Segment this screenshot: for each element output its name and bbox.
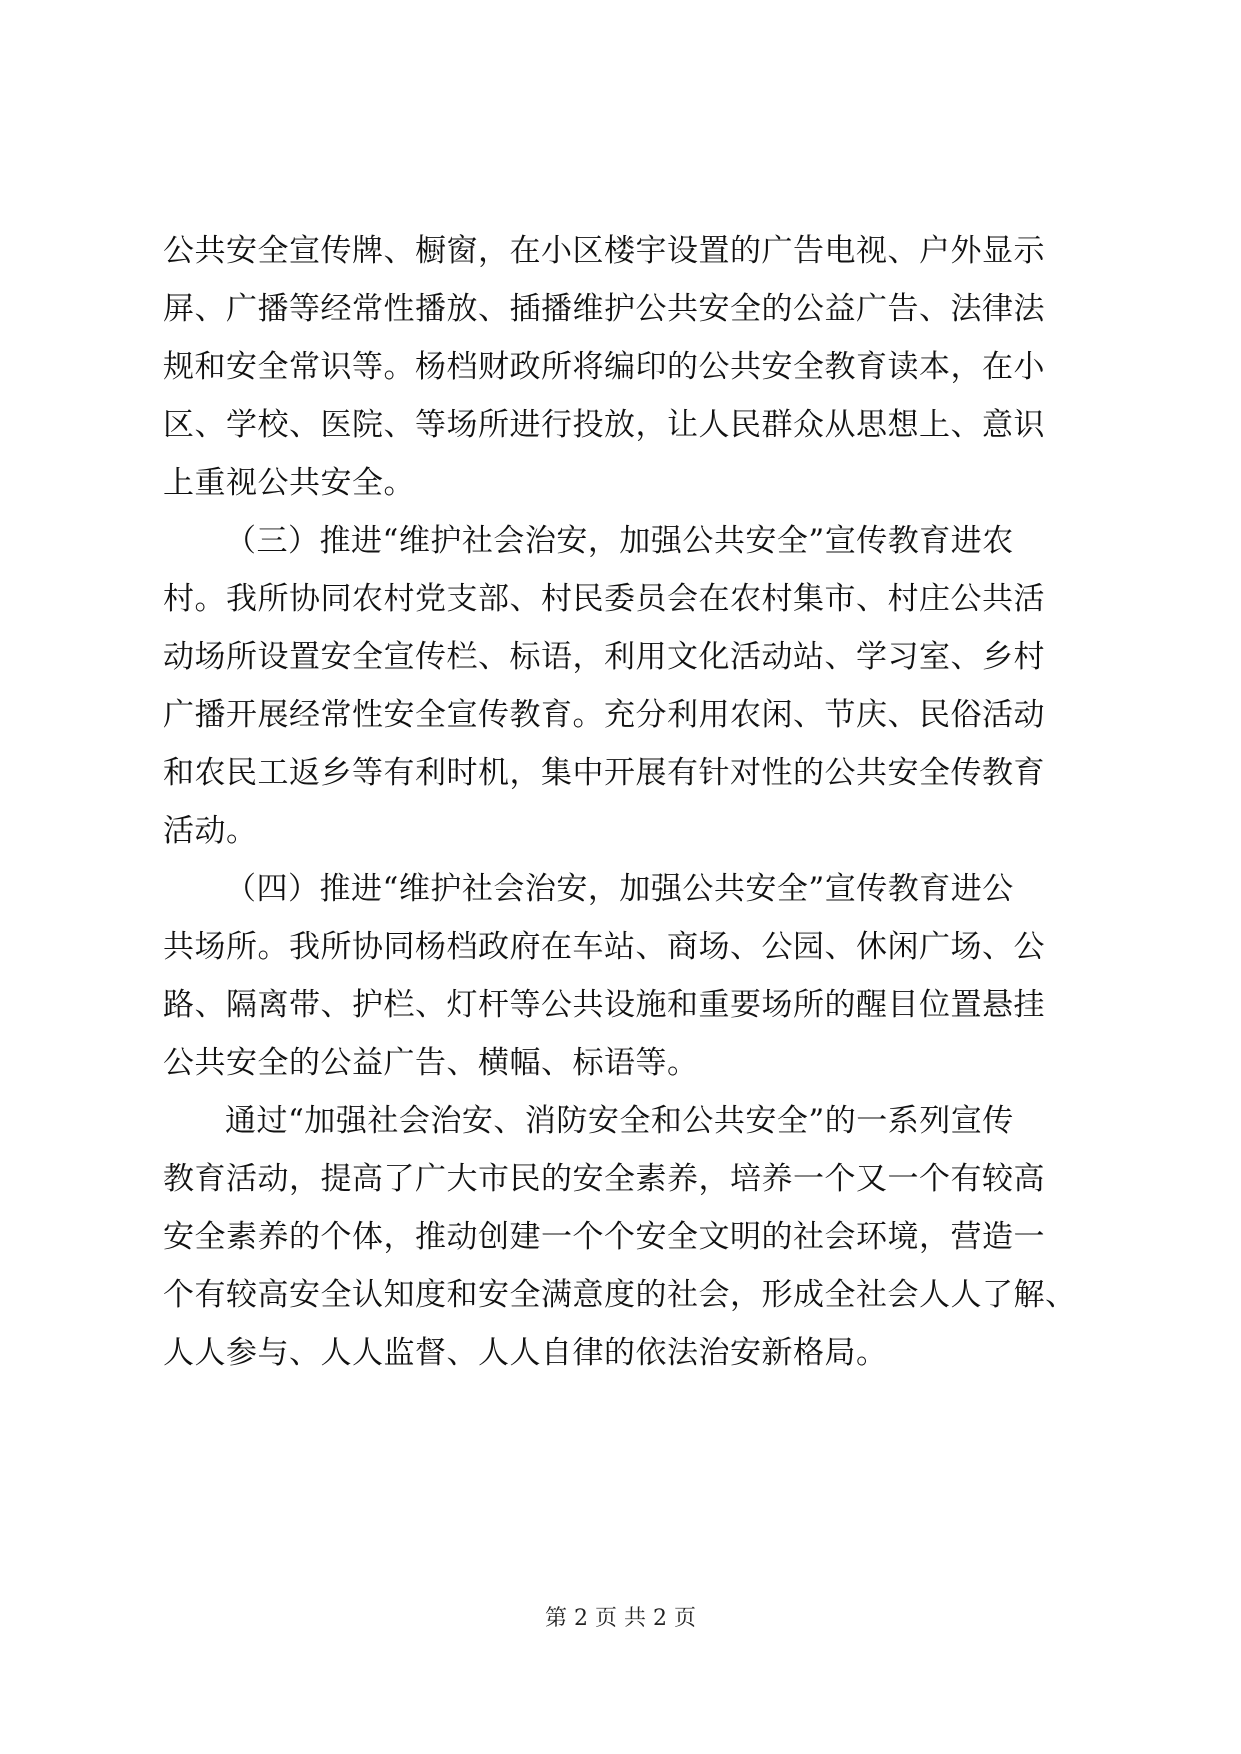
page-number-footer: 第 2 页 共 2 页 — [545, 1606, 696, 1631]
text-line: 动场所设置安全宣传栏、标语，利用文化活动站、学习室、乡村 — [163, 639, 1045, 675]
text-line: 规和安全常识等。杨档财政所将编印的公共安全教育读本，在小 — [163, 349, 1045, 385]
text-line: 路、隔离带、护栏、灯杆等公共设施和重要场所的醒目位置悬挂 — [163, 987, 1045, 1023]
text-line: 人人参与、人人监督、人人自律的依法治安新格局。 — [163, 1335, 888, 1371]
text-line: 共场所。我所协同杨档政府在车站、商场、公园、休闲广场、公 — [163, 929, 1045, 965]
text-line: 和农民工返乡等有利时机，集中开展有针对性的公共安全传教育 — [163, 755, 1045, 791]
text-line: 村。我所协同农村党支部、村民委员会在农村集市、村庄公共活 — [163, 581, 1045, 617]
text-line: 安全素养的个体，推动创建一个个安全文明的社会环境，营造一 — [163, 1219, 1045, 1255]
text-line: 教育活动，提高了广大市民的安全素养，培养一个又一个有较高 — [163, 1161, 1045, 1197]
text-line: 广播开展经常性安全宣传教育。充分利用农闲、节庆、民俗活动 — [163, 697, 1045, 733]
paragraph-4-first-line: （四）推进“维护社会治安，加强公共安全”宣传教育进公 — [225, 871, 1014, 907]
text-line: 个有较高安全认知度和安全满意度的社会，形成全社会人人了解、 — [163, 1277, 1077, 1313]
paragraph-3-first-line: （三）推进“维护社会治安，加强公共安全”宣传教育进农 — [225, 523, 1014, 559]
text-line: 上重视公共安全。 — [163, 465, 415, 501]
conclusion-first-line: 通过“加强社会治安、消防安全和公共安全”的一系列宣传 — [225, 1103, 1014, 1139]
text-line: 屏、广播等经常性播放、插播维护公共安全的公益广告、法律法 — [163, 291, 1045, 327]
text-line: 区、学校、医院、等场所进行投放，让人民群众从思想上、意识 — [163, 407, 1045, 443]
text-line: 公共安全的公益广告、横幅、标语等。 — [163, 1045, 699, 1081]
text-line: 活动。 — [163, 813, 258, 849]
text-line: 公共安全宣传牌、橱窗，在小区楼宇设置的广告电视、户外显示 — [163, 233, 1045, 269]
document-body — [163, 222, 1093, 1382]
